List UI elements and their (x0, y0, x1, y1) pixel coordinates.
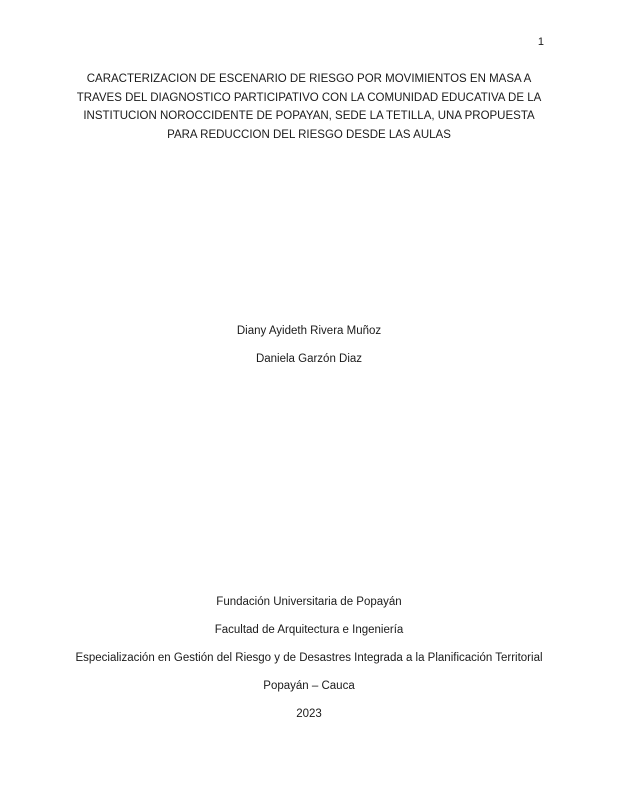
author-name: Daniela Garzón Diaz (255, 353, 363, 365)
title-line: PARA REDUCCION DEL RIESGO DESDE LAS AULAS (167, 128, 451, 141)
document-title (64, 70, 554, 144)
title-line: CARACTERIZACION DE ESCENARIO DE RIESGO POR MOVIMIENTOS EN MASA A (86, 73, 532, 85)
location: Popayán – Cauca (263, 680, 355, 692)
year: 2023 (296, 708, 322, 720)
institution-block (0, 592, 618, 732)
page-number: 1 (537, 36, 544, 48)
author-name: Diany Ayideth Rivera Muñoz (236, 325, 382, 337)
faculty-name: Facultad de Arquitectura e Ingeniería (214, 624, 404, 636)
title-line: TRAVES DEL DIAGNOSTICO PARTICIPATIVO CON LA COMUNIDAD EDUCATIVA DE LA (76, 91, 542, 104)
title-line: INSTITUCION NOROCCIDENTE DE POPAYAN, SEDE LA TETILLA, UNA PROPUESTA (83, 110, 535, 123)
university-name: Fundación Universitaria de Popayán (216, 596, 402, 608)
authors-block (0, 321, 618, 377)
program-name: Especialización en Gestión del Riesgo y de Desastres Integrada a la Planificación Territorial (75, 652, 543, 664)
